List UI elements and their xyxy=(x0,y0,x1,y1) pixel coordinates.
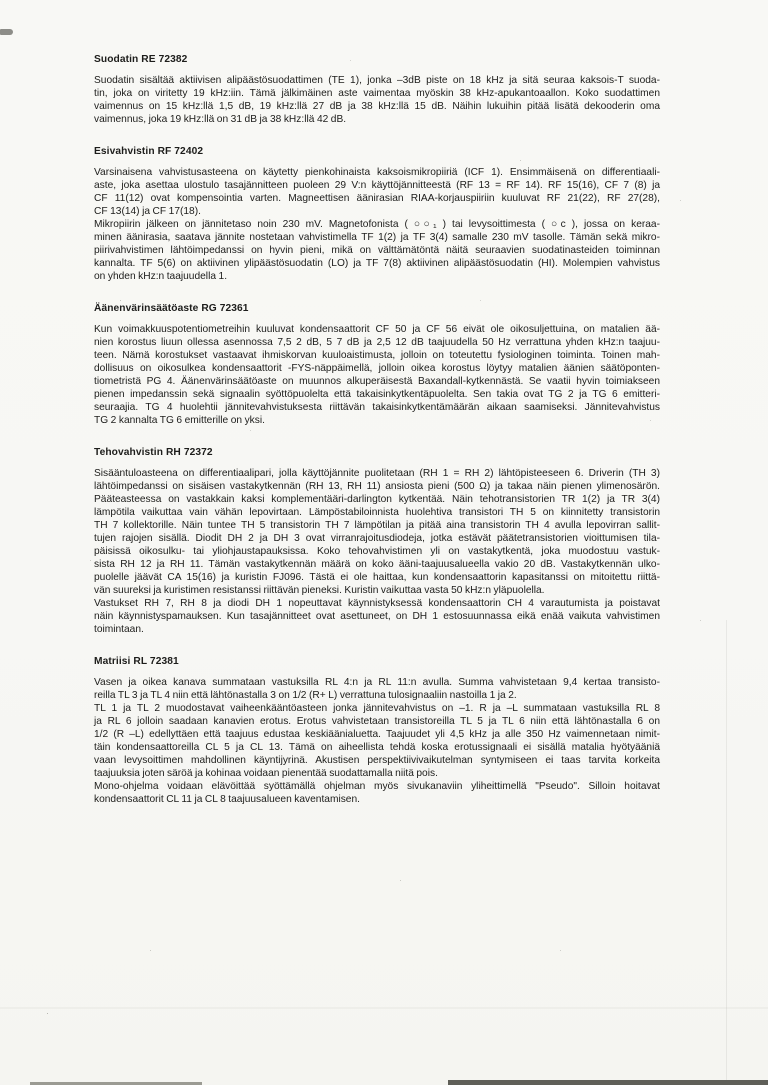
paragraph xyxy=(94,676,660,702)
paragraph-line: vän suureksi ja kuristimen resistanssi riittävän pieneksi. Kuristin vaikuttaa vasta 50 kHz:n yläpuolella. xyxy=(94,585,545,596)
paragraph-line: kannalta. TF 5(6) on aktiivinen ylipäästösuodatin (LO) ja TF 7(8) aktiivinen alipäästösuodatin (HI). Molempien vahvistus xyxy=(94,258,660,269)
scan-fold-line xyxy=(0,1007,768,1009)
document-section-esivahvistin xyxy=(94,145,660,283)
document-body xyxy=(94,53,660,806)
paragraph xyxy=(94,780,660,806)
paragraph xyxy=(94,597,660,636)
paragraph-line: puolelle jäävät CA 15(16) ja kuristin FJ096. Tästä ei ole haittaa, kun kondensaattorin kapasitanssi on mitoitettu riittä- xyxy=(94,572,660,583)
paragraph-line: TH 7 kollektorille. Näin tuntee TH 5 transistorin TH 7 lämpötilan ja pitää aina transistorin TH 4 avulla lepovirran sallit- xyxy=(94,520,660,531)
paragraph-line: näin käynnistyspamauksen. Kun tasajännitteet ovat asettuneet, on DH 1 estosuunnassa eikä enää vaikuta vahvistimen xyxy=(94,611,660,622)
paragraph-line: TL 1 ja TL 2 muodostavat vaiheenkääntöasteen jonka jännitevahvistus on –1. R ja –L summataan vastuksilla RL 8 xyxy=(94,703,660,714)
paragraph-line: on yhden kHz:n taajuudella 1. xyxy=(94,271,228,282)
section-heading: Matriisi RL 72381 xyxy=(94,656,179,667)
paragraph-line: tujen rajojen sisällä. Diodit DH 2 ja DH 3 ovat virranrajoitusdiodeja, jotka estävät päätetransistorien vioittumisen tila- xyxy=(94,533,660,544)
scan-vertical-line xyxy=(726,620,727,1085)
paragraph-line: reilla TL 3 ja TL 4 niin että lähtönastalla 3 on 1/2 (R+ L) verrattuna tulosignaaliin nastoilla 1 ja 2. xyxy=(94,690,517,701)
paragraph-line: Suodatin sisältää aktiivisen alipäästösuodattimen (TE 1), jonka –3dB piste on 18 kHz ja sitä seuraa kaksois-T suoda- xyxy=(94,75,660,86)
section-heading: Esivahvistin RF 72402 xyxy=(94,146,204,157)
scan-noise-specks xyxy=(0,0,1,1)
paragraph xyxy=(94,323,660,427)
paragraph-line: vaan levysoittimen mahdollinen käyntijyrinä. Akustisen perspektiivivaikutelman syntymiseen ei taas tarvita korkeita xyxy=(94,755,660,766)
paragraph xyxy=(94,702,660,780)
paragraph-line: toimintaan. xyxy=(94,624,144,635)
section-heading: Äänenvärinsäätöaste RG 72361 xyxy=(94,303,249,314)
paragraph-line: Kun voimakkuuspotentiometreihin kuuluvat kondensaattorit CF 50 ja CF 56 eivät ole oikosuljettuina, on matalien ää- xyxy=(94,324,660,335)
paragraph-line: TG 2 kannalta TG 6 emitterille on yksi. xyxy=(94,415,265,426)
paragraph xyxy=(94,166,660,218)
paragraph-line: teen. Nämä korostukset vastaavat ihmiskorvan kuuloaistimusta, jolloin on toteutettu fysiologinen toiminta. Toinen mah- xyxy=(94,350,660,361)
paragraph-line: Sisääntuloasteena on differentiaalipari, jolla käyttöjännite puolitetaan (RH 1 = RH 2) lähtöpisteeseen 6. Driverin (TH 3) xyxy=(94,468,660,479)
paragraph-line: CF 13(14) ja CF 17(18). xyxy=(94,206,201,217)
paragraph xyxy=(94,218,660,283)
paragraph-line: ja RL 6 jolloin saadaan kanavien erotus. Erotus vahvistetaan transistoreilla TL 5 ja TL 6 niin että lähtönastalla 6 on xyxy=(94,716,660,727)
paragraph xyxy=(94,74,660,126)
document-section-tehovahvistin xyxy=(94,446,660,636)
paragraph-line: tiometristä PG 4. Äänenvärinsäätöaste on muunnos alkuperäisestä Baxandall-kytkennästä. Se vaatii hyvin toimiakseen xyxy=(94,376,660,387)
paragraph-line: minen äänirasia, saatava jännite nostetaan vahvistimella TF 1(2) ja TF 3(4) samalle 230 mV tasolle. Tämän sekä mikro- xyxy=(94,232,660,243)
paragraph-line: lämpötila vaikuttaa vain vähän lepovirtaan. Lämpöstabiloinnista huolehtiva transistori TH 5 on kiinnitetty transistorin xyxy=(94,507,660,518)
paragraph-line: vaimennus, joka 19 kHz:llä on 31 dB ja 38 kHz:llä 42 dB. xyxy=(94,114,347,125)
paragraph-line: kondensaattorit CL 11 ja CL 8 taajuusalueen kaventamisen. xyxy=(94,794,360,805)
paragraph-line: dollisuus on oikosulkea kondensaattorit -FYS-näppäimellä, jolloin oikea korostus löytyy matalien äänien säätöponten- xyxy=(94,363,660,374)
section-heading: Tehovahvistin RH 72372 xyxy=(94,447,213,458)
paragraph-line: aste, joka asettaa ulostulo tasajännitteen puoleen 29 V:n käyttöjännitteestä (RF 13 = RF 14). RF 15(16), CF 7 (8) ja xyxy=(94,180,660,191)
paragraph-line: Mono-ohjelma voidaan elävöittää syöttämällä ohjelman myös sivukanaviin yliheittimellä "Pseudo". Silloin hoitavat xyxy=(94,781,660,792)
paragraph-line: lähtöimpedanssi on sisäisen vastakytkennän (RH 13, RH 11) ansiosta pieni (500 Ω) ja takaa näin pienen ylimenosärön. xyxy=(94,481,660,492)
paragraph-line: taajuuksia joten säröä ja kohinaa voidaan pienentää suodattamalla niitä pois. xyxy=(94,768,438,779)
paragraph-line: CF 11(12) ovat kompensointia varten. Magneettisen äänirasian RIAA-korjauspiiriin kuuluvat RF 21(22), RF 27(28), xyxy=(94,193,660,204)
document-section-aanenvarinsaatoaste xyxy=(94,302,660,427)
paragraph-line: piirivahvistimen lähtöimpedanssi on hyvin pieni, mikä on välttämätöntä näitä seuraavien suodatinasteiden toiminnan xyxy=(94,245,660,256)
paragraph-line: Pääteasteessa on vastakkain kaksi komplementääri-darlington kytkentää. Näin tehotransistorien TR 1(2) ja TR 3(4) xyxy=(94,494,660,505)
paragraph-line: täin kondensaattoreilla CL 5 ja CL 13. Tämä on aiheellista tehdä koska erotussignaali ei sisällä matalia hyötyääniä xyxy=(94,742,660,753)
paragraph-line: Mikropiirin jälkeen on jännitetaso noin 230 mV. Magnetofonista ( ○○₁ ) tai levysoittimesta ( ○c ), jossa on keraa- xyxy=(94,219,660,230)
paragraph-line: Vastukset RH 7, RH 8 ja diodi DH 1 nopeuttavat käynnistyksessä kondensaattorin CH 4 varautumista ja poistavat xyxy=(94,598,660,609)
scan-corner-mark xyxy=(0,29,13,35)
paragraph-line: tin, joka on viritetty 19 kHz:iin. Tämä jälkimäinen aste vaimentaa myöskin 38 kHz-apukantoaallon. Koko suodattimen xyxy=(94,88,660,99)
paragraph-line: nien korostus liuun ollessa asennossa 7,5 2 dB, 5 7 dB ja 2,5 12 dB taajuudella 50 Hz verrattuna yhden kHz:n taajuu- xyxy=(94,337,660,348)
section-heading: Suodatin RE 72382 xyxy=(94,54,188,65)
paragraph-line: vaimennus on 15 kHz:llä 1,5 dB, 19 kHz:llä 27 dB ja 38 kHz:llä 15 dB. Näihin lukuihin pitää lisätä dekooderin oma xyxy=(94,101,660,112)
paragraph xyxy=(94,467,660,597)
paragraph-line: pienen impedanssin sekä signaalin syöttöpuolelta että takaisinkytkentäpuolelta. Sen takia ovat TG 2 ja TG 6 emitteri- xyxy=(94,389,660,400)
paragraph-line: seuraajia. TG 4 huolehtii jännitevahvistuksesta riittävän takaisinkytkentämäärän aikaan saamiseksi. Jännitevahvistus xyxy=(94,402,660,413)
paragraph-line: Vasen ja oikea kanava summataan vastuksilla RL 4:n ja RL 11:n avulla. Summa vahvistetaan 9,4 kertaa transisto- xyxy=(94,677,660,688)
scan-bottom-edge-right xyxy=(448,1080,768,1085)
paragraph-line: päisissä oikosulku- tai yliohjaustapauksissa. Koko tehovahvistimen yli on vastakytkentä, joka muodostuu vastuk- xyxy=(94,546,660,557)
document-section-matriisi xyxy=(94,655,660,806)
paragraph-line: sista RH 12 ja RH 11. Tämän vastakytkennän määrä on koko ääni-taajuusalueella vakio 20 dB. Vastakytkennän ulko- xyxy=(94,559,660,570)
paragraph-line: 1/2 (R –L) edellyttäen että taajuus edustaa keskiäänialuetta. Taajuudet yli 4,5 kHz ja alle 350 Hz vaimennetaan nimit- xyxy=(94,729,660,740)
document-section-suodatin xyxy=(94,53,660,126)
paragraph-line: Varsinaisena vahvistusasteena on käytetty pienkohinaista kaksoismikropiiriä (ICF 1). Ensimmäisenä on differentiaali- xyxy=(94,167,660,178)
